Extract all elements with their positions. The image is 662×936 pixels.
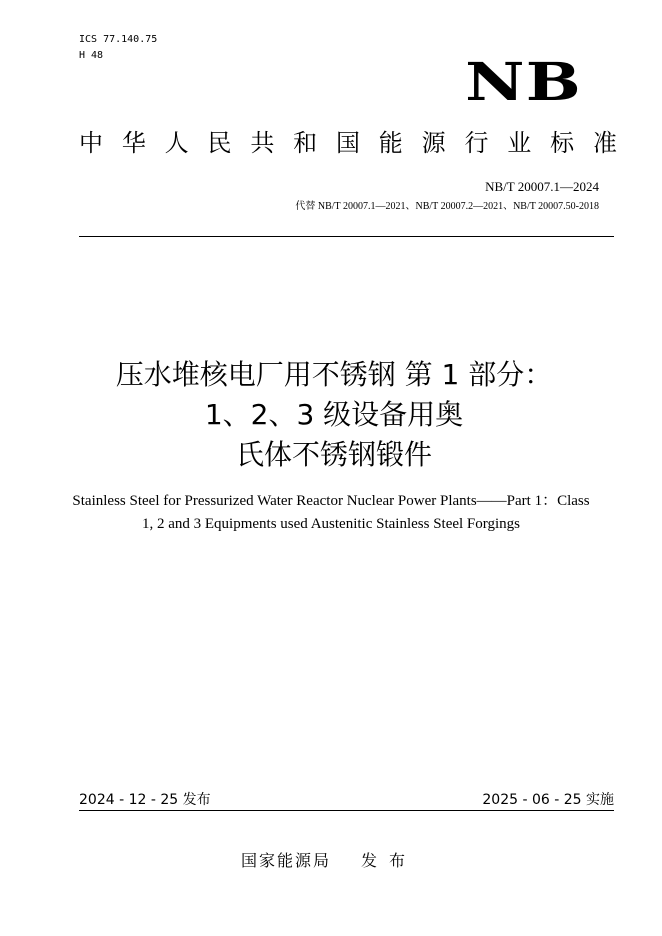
classification-codes <box>79 32 157 64</box>
ics-code: ICS 77.140.75 <box>79 34 158 45</box>
standard-category-char: 中 <box>79 129 103 157</box>
title-cn-line-3: 氏体不锈钢锻件 <box>235 438 432 471</box>
standard-category-char: 标 <box>550 129 575 157</box>
issue-action: 发布 <box>361 851 418 870</box>
title-en-line-2: 1, 2 and 3 Equipments used Austenitic Stainless Steel Forgings <box>141 516 521 532</box>
standard-category-char: 行 <box>464 129 489 157</box>
header-divider <box>79 236 614 237</box>
title-cn-line-1: 压水堆核电厂用不锈钢 第 1 部分： <box>115 358 553 391</box>
title-cn-line-2: 1、2、3 级设备用奥 <box>204 398 464 431</box>
standard-category-char: 源 <box>421 129 446 157</box>
standard-category-char: 共 <box>250 129 275 157</box>
standard-category-char: 民 <box>207 129 232 157</box>
document-title-english <box>52 490 610 536</box>
standard-category-char: 人 <box>164 129 189 157</box>
standard-category-title <box>79 126 617 160</box>
replaces-standards: 代替 NB/T 20007.1—2021、NB/T 20007.2—2021、NB/T 20007.50-2018 <box>295 201 599 212</box>
standard-category-char: 和 <box>293 129 318 157</box>
standard-category-char: 业 <box>507 129 532 157</box>
document-title-chinese <box>60 355 608 475</box>
title-en-line-1: Stainless Steel for Pressurized Water Reactor Nuclear Power Plants——Part 1：Class <box>72 493 590 509</box>
standard-category-char: 能 <box>378 129 403 157</box>
issuer-line <box>241 850 417 872</box>
ccs-code: H 48 <box>79 50 104 61</box>
date-row <box>79 790 614 810</box>
issue-date: 2024 - 12 - 25 发布 <box>79 792 211 808</box>
issuing-organization: 国家能源局 <box>241 851 332 870</box>
nb-logo: NB <box>465 52 582 113</box>
implementation-date: 2025 - 06 - 25 实施 <box>482 792 614 808</box>
standard-number: NB/T 20007.1—2024 <box>485 179 599 194</box>
footer-divider <box>79 810 614 811</box>
standard-category-char: 准 <box>592 129 617 157</box>
standard-category-char: 国 <box>335 129 360 157</box>
standard-category-char: 华 <box>121 129 146 157</box>
